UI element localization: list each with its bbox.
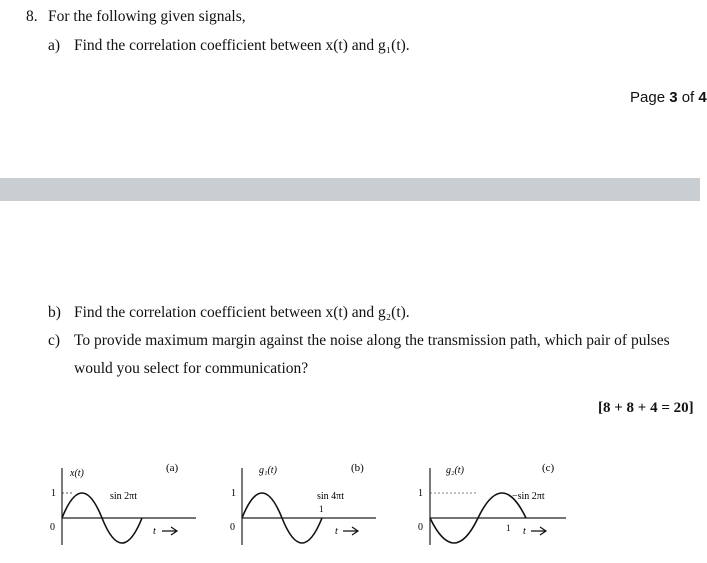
part-c-label: c) <box>48 332 61 349</box>
part-a-label: a) <box>48 37 61 54</box>
figure-a-y-one: 1 <box>51 488 56 499</box>
question-number: 8. <box>26 8 38 25</box>
part-b-text: Find the correlation coefficient between x(t) and g₂(t). <box>74 304 410 321</box>
figure-b-expression: sin 4πt <box>317 491 344 502</box>
part-b-label: b) <box>48 304 61 321</box>
signal-figures <box>0 423 700 563</box>
page-middle: of <box>677 89 699 106</box>
figure-a-expression: sin 2πt <box>110 491 137 502</box>
figure-c-y-one: 1 <box>418 488 423 499</box>
page-current: 3 <box>669 89 678 106</box>
figure-c-arrow-icon <box>531 527 546 535</box>
figure-a-origin: 0 <box>50 522 55 533</box>
figure-a-t-label: t <box>153 526 156 537</box>
figure-a-signal-label: x(t) <box>70 468 84 479</box>
part-c-line1: To provide maximum margin against the noise along the transmission path, which pair of pulses <box>74 332 670 349</box>
page-total: 4 <box>698 89 707 106</box>
figure-b-panel-label: (b) <box>351 462 364 474</box>
marks-total: [8 + 8 + 4 = 20] <box>598 400 694 416</box>
figure-b <box>230 462 376 545</box>
figure-c-expression: −sin 2πt <box>512 491 545 502</box>
figure-c-panel-label: (c) <box>542 462 555 474</box>
figure-a <box>50 462 196 545</box>
part-a-text: Find the correlation coefficient between x(t) and g₁(t). <box>74 37 410 54</box>
page-prefix: Page <box>630 89 670 106</box>
figure-c <box>418 462 566 545</box>
figure-b-y-one: 1 <box>231 488 236 499</box>
figure-b-arrow-icon <box>343 527 358 535</box>
page-break-band <box>0 178 700 201</box>
figure-c-t-label: t <box>523 526 526 537</box>
figure-c-signal-label: g₂(t) <box>446 465 464 476</box>
figure-b-x-one: 1 <box>319 504 324 514</box>
part-c-line2: would you select for communication? <box>74 360 309 377</box>
figure-a-panel-label: (a) <box>166 462 179 474</box>
figure-c-origin: 0 <box>418 522 423 533</box>
figure-c-x-one: 1 <box>506 523 511 533</box>
figure-b-t-label: t <box>335 526 338 537</box>
figure-a-arrow-icon <box>162 527 177 535</box>
page-number <box>630 89 707 106</box>
figure-b-signal-label: g₁(t) <box>259 465 277 476</box>
figure-b-origin: 0 <box>230 522 235 533</box>
question-intro: For the following given signals, <box>48 8 246 25</box>
